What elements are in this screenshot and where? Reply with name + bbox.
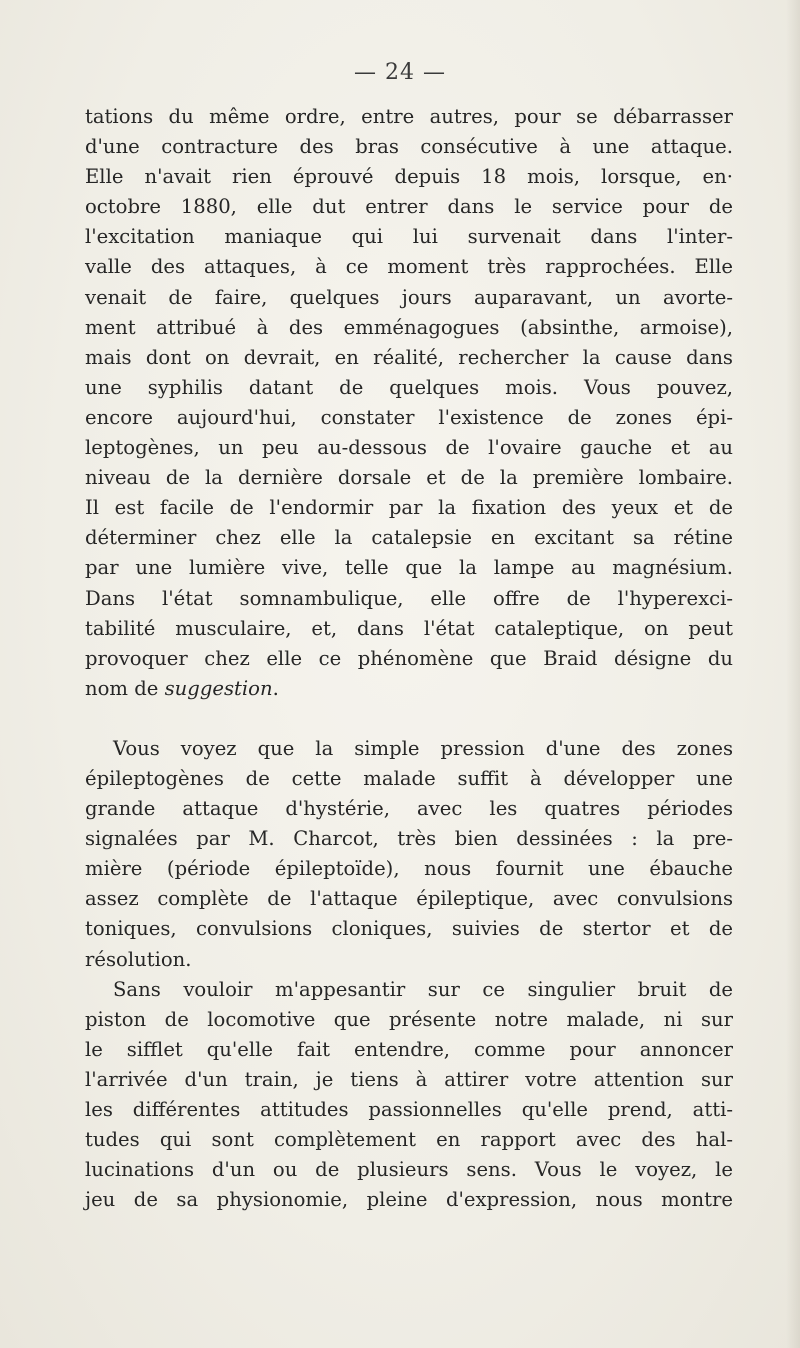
text-line: d'une contracture des bras consécutive à une attaque. [85, 135, 733, 159]
text-line: Elle n'avait rien éprouvé depuis 18 mois, lorsque, en· [85, 165, 733, 189]
paragraph-1 [85, 102, 733, 704]
text-line [85, 674, 733, 704]
text-line: par une lumière vive, telle que la lampe au magnésium. [85, 556, 733, 580]
text-line: provoquer chez elle ce phénomène que Braid désigne du [85, 646, 733, 670]
paragraph-2 [85, 734, 733, 975]
text-line: l'excitation maniaque qui lui survenait dans l'inter- [85, 225, 733, 249]
text-line: ment attribué à des emménagogues (absinthe, armoise), [85, 315, 733, 339]
text-line: encore aujourd'hui, constater l'existence de zones épi- [85, 405, 733, 429]
text-line: une syphilis datant de quelques mois. Vous pouvez, [85, 375, 733, 399]
text-fragment: nom de [85, 676, 159, 700]
text-line: Il est facile de l'endormir par la fixation des yeux et de [85, 496, 733, 520]
text-line: piston de locomotive que présente notre malade, ni sur [85, 1007, 733, 1031]
text-line: assez complète de l'attaque épileptique, avec convulsions [85, 887, 733, 911]
text-line: résolution. [85, 947, 192, 971]
text-line: tabilité musculaire, et, dans l'état cataleptique, on peut [85, 616, 733, 640]
paragraph-3 [85, 975, 733, 1216]
text-line: tations du même ordre, entre autres, pour se débarrasser [85, 105, 733, 128]
text-line: grande attaque d'hystérie, avec les quatres périodes [85, 797, 733, 821]
text-line: déterminer chez elle la catalepsie en excitant sa rétine [85, 526, 733, 550]
text-line: toniques, convulsions cloniques, suivies de stertor et de [85, 917, 733, 941]
text-line: le sifflet qu'elle fait entendre, comme pour annoncer [85, 1037, 733, 1061]
punctuation: . [272, 676, 279, 700]
text-line: venait de faire, quelques jours auparavant, un avorte- [85, 285, 733, 309]
text-line: valle des attaques, à ce moment très rapprochées. Elle [85, 255, 733, 279]
text-line: niveau de la dernière dorsale et de la première lombaire. [85, 466, 733, 490]
text-line: octobre 1880, elle dut entrer dans le service pour de [85, 195, 733, 219]
text-line: Vous voyez que la simple pression d'une des zones [113, 736, 733, 760]
page-number: — 24 — [354, 60, 446, 85]
text-line: leptogènes, un peu au-dessous de l'ovaire gauche et au [85, 436, 733, 460]
text-line: épileptogènes de cette malade suffit à développer une [85, 766, 733, 790]
text-line: lucinations d'un ou de plusieurs sens. Vous le voyez, le [85, 1158, 733, 1182]
text-line: Dans l'état somnambulique, elle offre de l'hyperexci- [85, 586, 733, 610]
text-line: les différentes attitudes passionnelles qu'elle prend, atti- [85, 1098, 733, 1121]
text-line: Sans vouloir m'appesantir sur ce singulier bruit de [113, 977, 733, 1001]
body-text [85, 102, 733, 1215]
text-line: mière (période épileptoïde), nous fournit une ébauche [85, 857, 733, 881]
text-line: mais dont on devrait, en réalité, rechercher la cause dans [85, 345, 733, 369]
text-line: l'arrivée d'un train, je tiens à attirer votre attention sur [85, 1067, 733, 1091]
text-line: signalées par M. Charcot, très bien dessinées : la pre- [85, 827, 733, 851]
text-line: tudes qui sont complètement en rapport avec des hal- [85, 1128, 733, 1152]
italic-term: suggestion [164, 676, 273, 700]
text-line: jeu de sa physionomie, pleine d'expression, nous montre [85, 1188, 733, 1212]
